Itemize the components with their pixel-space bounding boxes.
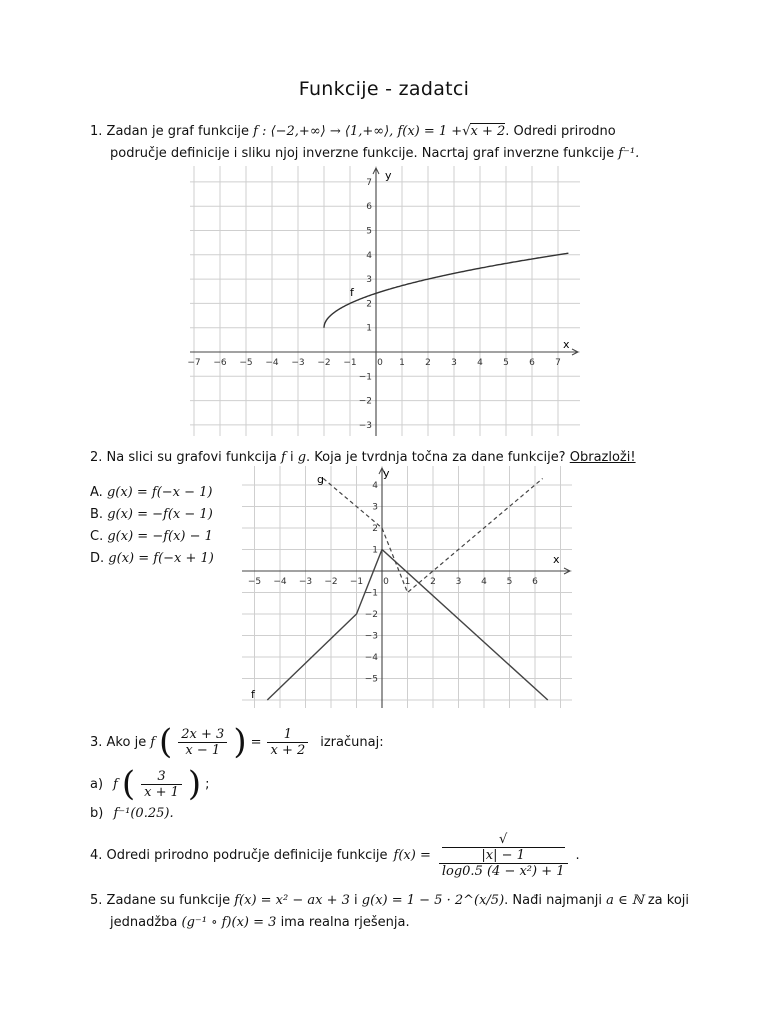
task-1-text: područje definicije i sliku njoj inverzne funkcije. Nacrtaj graf inverzne funkcije — [110, 146, 615, 161]
x-tick-label: 2 — [425, 358, 431, 368]
task-5-f: f(x) = x² − ax + 3 — [234, 893, 350, 908]
y-tick-label: −2 — [364, 610, 378, 620]
task-4-fraction: √ |x| − 1 log0.5 (4 − x²) + 1 — [439, 832, 568, 879]
part-b-label: b) — [90, 806, 104, 821]
x-tick-label: −3 — [298, 577, 313, 587]
choice-d[interactable]: D. g(x) = f(−x + 1) — [90, 551, 214, 566]
paren-left: ( — [159, 722, 173, 762]
x-tick-label: 4 — [481, 577, 487, 587]
task-4-lhs: f(x) = — [393, 848, 431, 863]
graph-1-label-y: y — [385, 169, 392, 182]
y-tick-label: −1 — [364, 588, 378, 599]
x-tick-label: −6 — [213, 358, 227, 368]
task-3-line-1 — [90, 722, 384, 762]
part-a-argument: $\frac{3}{x + 1}$ — [141, 769, 182, 800]
task-1-intro: 1. Zadan je graf funkcije — [90, 124, 249, 139]
y-tick-label: −4 — [364, 653, 378, 663]
task-5-intro: 5. Zadane su funkcije — [90, 893, 231, 908]
part-b-expression: f⁻¹(0.25). — [113, 806, 174, 821]
graph-2-label-f: f — [251, 688, 255, 701]
y-tick-label: 1 — [366, 323, 372, 334]
x-tick-label: −5 — [247, 577, 262, 587]
x-tick-label: 6 — [529, 358, 535, 368]
graph-2-grid — [242, 466, 572, 708]
x-tick-label: 6 — [532, 577, 538, 587]
part-a-label: a) — [90, 776, 104, 792]
x-tick-label: 5 — [503, 358, 509, 368]
y-tick-label: −5 — [364, 674, 378, 685]
y-tick-label: 7 — [366, 177, 372, 188]
choice-a[interactable]: A. g(x) = f(−x − 1) — [90, 485, 213, 500]
task-3-part-b — [90, 806, 384, 821]
task-5-condition: a ∈ ℕ — [606, 893, 644, 908]
graph-2-label-g: g — [317, 473, 324, 486]
x-tick-label: 3 — [455, 577, 462, 587]
x-tick-label: 4 — [477, 358, 483, 368]
task-4: 4. Odredi prirodno područje definicije funkcije f(x) = √ |x| − 1 log0.5 (4 − x²) + 1 . — [90, 832, 580, 879]
graph-1 — [187, 166, 580, 436]
x-tick-label: −1 — [349, 577, 364, 587]
task-2-g: g — [297, 450, 307, 465]
page-title: Funkcije - zadatci — [298, 78, 470, 100]
y-tick-label: 1 — [372, 545, 378, 556]
task-2-f: f — [280, 450, 286, 465]
task-5-line-2: jednadžba (g⁻¹ ∘ f)(x) = 3 ima realna rješenja. — [110, 915, 410, 930]
task-3-value: $\frac{1}{x + 2}$ — [267, 727, 308, 758]
task-1-line-1 — [90, 121, 639, 143]
x-tick-label: 1 — [399, 358, 405, 368]
task-1-line-2 — [90, 143, 639, 165]
paren-right: ) — [233, 722, 247, 762]
y-tick-label: 3 — [372, 502, 378, 513]
task-3-argument: $\frac{2x + 3}{x - 1}$ — [178, 727, 227, 758]
choice-b[interactable]: B. g(x) = −f(x − 1) — [90, 507, 213, 522]
y-tick-label: 2 — [366, 299, 372, 310]
task-1-inverse: f⁻¹. — [618, 146, 640, 161]
x-tick-label: −5 — [239, 358, 253, 368]
choice-c[interactable]: C. g(x) = −f(x) − 1 — [90, 529, 213, 544]
x-tick-label: 0 — [383, 577, 389, 587]
task-3-equals: = — [250, 734, 262, 750]
x-tick-label: −2 — [317, 358, 331, 368]
graph-2-label-x: x — [553, 553, 560, 566]
task-2-question: . Koja je tvrdnja točna za dane funkcije? — [306, 450, 566, 465]
y-tick-label: 5 — [366, 226, 372, 237]
task-5 — [90, 890, 689, 934]
graph-1-grid — [190, 166, 580, 436]
x-tick-label: −2 — [324, 577, 338, 587]
task-5-g: g(x) = 1 − 5 · 2^(x/5) — [361, 893, 505, 908]
graph-2-ticks — [248, 481, 538, 685]
x-tick-label: −7 — [187, 358, 201, 368]
task-1 — [90, 121, 639, 165]
task-3-intro: 3. Ako je — [90, 734, 147, 750]
task-4-text: 4. Odredi prirodno područje definicije funkcije — [90, 848, 388, 863]
task-5-line-1: 5. Zadane su funkcije f(x) = x² − ax + 3 i g(x) = 1 − 5 · 2^(x/5). Nađi najmanji a ∈ ℕ za koji — [90, 893, 689, 908]
task-3 — [90, 722, 384, 821]
graph-2 — [242, 466, 572, 708]
x-tick-label: 2 — [430, 577, 436, 587]
x-tick-label: −3 — [291, 358, 305, 368]
x-tick-label: 0 — [377, 358, 383, 368]
x-tick-label: 3 — [451, 358, 457, 368]
graph-2-label-y: y — [383, 467, 390, 480]
y-tick-label: −3 — [358, 420, 372, 431]
task-1-mapping: f : ⟨−2,+∞⟩ → ⟨1,+∞⟩, — [253, 124, 394, 139]
y-tick-label: 4 — [372, 481, 378, 491]
task-2-choices — [90, 482, 214, 570]
task-1-rule: f(x) = 1 + — [397, 124, 463, 139]
task-2-intro: 2. Na slici su grafovi funkcija — [90, 450, 277, 465]
graph-1-label-f: f — [350, 286, 354, 299]
graph-1-label-x: x — [563, 338, 570, 351]
task-3-instruction: izračunaj: — [320, 734, 384, 750]
graph-1-ticks — [187, 178, 561, 431]
y-tick-label: −3 — [364, 631, 378, 642]
x-tick-label: 1 — [404, 577, 411, 587]
task-3-part-a: a) f ( $\frac{3}{x + 1}$ ) ; — [90, 764, 210, 804]
y-tick-label: 4 — [366, 250, 372, 261]
y-tick-label: −1 — [358, 372, 372, 383]
sqrt-sign: √ — [462, 124, 471, 139]
task-3-f: f — [150, 734, 156, 750]
y-tick-label: −2 — [358, 396, 372, 407]
y-tick-label: 6 — [366, 202, 372, 213]
x-tick-label: −1 — [343, 358, 357, 368]
x-tick-label: 5 — [506, 577, 513, 587]
task-1-radicand: x + 2 — [470, 124, 506, 139]
task-2-explain: Obrazloži! — [569, 450, 636, 465]
x-tick-label: 7 — [555, 358, 561, 368]
task-2-and: i — [289, 450, 294, 465]
y-tick-label: 2 — [372, 524, 378, 534]
y-tick-label: 3 — [366, 275, 372, 286]
x-tick-label: −4 — [273, 577, 287, 587]
task-5-equation: (g⁻¹ ∘ f)(x) = 3 — [181, 915, 277, 930]
task-1-tail: . Odredi prirodno — [505, 124, 616, 139]
x-tick-label: −4 — [265, 358, 279, 368]
